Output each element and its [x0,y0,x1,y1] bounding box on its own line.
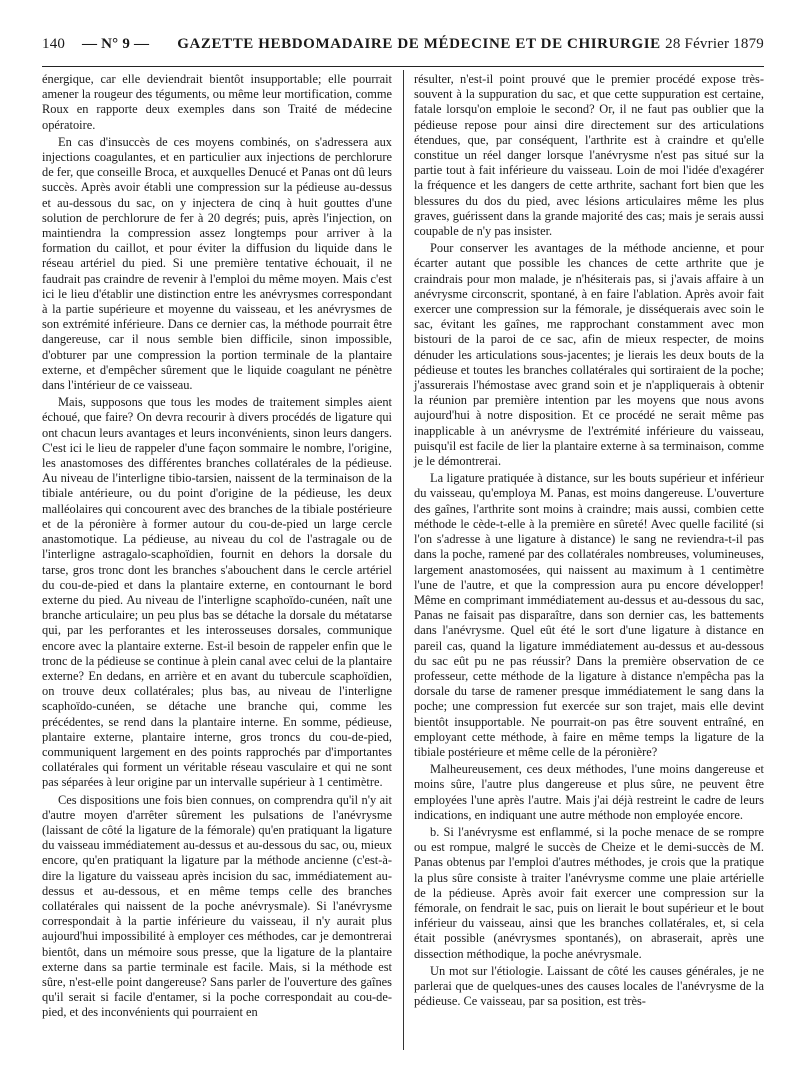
paragraph: énergique, car elle deviendrait bientôt insupportable; elle pourrait amener la rougeur des téguments, ou même leur mortification, comme Roux en rapporte deux exemples dans son Traité de médecine opératoire. [42,72,392,132]
column-divider [403,70,404,1050]
issue-date: 28 Février 1879 [665,36,764,52]
page-header [42,36,764,62]
paragraph: Malheureusement, ces deux méthodes, l'une moins dangereuse et moins sûre, l'autre plus dangereuse et plus sûre, ne peuvent être employées l'une après l'autre. Mais j'ai déjà restreint le cadre de leurs indications, en indiquant une autre méthode non employée encore. [414,762,764,822]
paragraph: b. Si l'anévrysme est enflammé, si la poche menace de se rompre ou est rompue, malgré le succès de Cheize et le demi-succès de M. Panas obtenus par l'emploi d'autres méthodes, je crois que la pratique la plus sûre consiste à traiter l'anévrysme comme une plaie artérielle de la pédieuse. Après avoir fait exercer une compression sur la fémorale, on fendrait le sac, puis on lierait le bout supérieur et le bout inférieur du vaisseau, ainsi que les branches collatérales, et, si cela était possible (anévrysmes spontanés), on abraserait, après une dissection méthodique, la poche anévrysmale. [414,824,764,961]
paragraph: Ces dispositions une fois bien connues, on comprendra qu'il n'y ait d'autre moyen d'arrêter sûrement les pulsations de l'anévrysme (laissant de côté la ligature de la fémorale) qu'en pratiquant la ligature du vaisseau immédiatement au-dessus et au-dessous du sac, ou, mieux encore, qu'en pratiquant la ligature par la méthode ancienne (c'est-à-dire la ligature du vaisseau après incision du sac, immédiatement au-dessus et au-dessous, et en même temps celle des branches collatérales qui naissent de la poche anévrysmale). Si l'anévrysme correspondait à la partie inférieure du vaisseau, il n'y aurait plus aujourd'hui impossibilité à employer ces méthodes, car je demontrerai bientôt, dans un mémoire sous presse, que la ligature de la plantaire externe dans sa partie terminale est facile. Mais, si la méthode est sûre, n'est-elle point dangereuse? Sans parler de l'ouverture des gaînes qu'il serait si facile d'entamer, si la poche correspondait au cou-de-pied, et des inconvénients qui pourraient en [42,792,392,1020]
right-column [414,72,764,1009]
paragraph: Pour conserver les avantages de la méthode ancienne, et pour écarter autant que possible les chances de cette arthrite que je craindrais pour mon malade, je n'hésiterais pas, si j'avais affaire à un anévrysme circonscrit, spontané, à en faire l'ablation. Après avoir fait exercer une compression sur la fémorale, je disséquerais avec soin le sac, évitant les gaînes, me rapprochant constamment avec mon bistouri de la paroi de ce sac, afin de mieux respecter, de moins dénuder les articulations sous-jacentes; je lierais les deux bouts de la pédieuse et toutes les branches collatérales qui sortiraient de la poche; j'assurerais l'hémostase avec grand soin et je n'appliquerais à obtenir la réunion par première intention par les moyens que nous avons aujourd'hui à notre disposition. Et ce procédé ne serait même pas inapplicable à un anévrysme de l'extrémité inférieure du vaisseau, puisqu'il est facile de lier la plantaire externe à sa terminaison, comme je le démontrerai. [414,241,764,469]
journal-title: GAZETTE HEBDOMADAIRE DE MÉDECINE ET DE CHIRURGIE [177,36,661,52]
paragraph: La ligature pratiquée à distance, sur les bouts supérieur et inférieur du vaisseau, qu'employa M. Panas, est moins dangereuse. L'ouverture des gaînes, l'arthrite sont moins à craindre; mais aussi, combien cette méthode le cède-t-elle à la première en sûreté! Avec quelle facilité (si l'on s'adresse à une ligature à distance) le sang ne reviendra-t-il pas dans la poche, ramené par des collatérales nombreuses, volumineuses, largement anastomosées, qui naissent au maximum à 1 centimètre l'une de l'autre, et que la compression aura pu encore développer! Même en comprimant immédiatement au-dessus et au-dessous du sac, Panas ne faisait pas disparaître, dans son dernier cas, les battements dans l'anévrysme. Quel eût été le sort d'une ligature à distance en pareil cas, quand la ligature immédiatement au-dessus et au-dessous du sac eût pu ne pas réussir? Dans la première observation de ce professeur, cette méthode de la ligature à distance n'empêcha pas la dorsale du tarse de ramener presque immédiatement le sang dans la poche; une compression fut exercée sur son trajet, mais elle devint bientôt insupportable. Ne pourrait-on pas être souvent entraîné, en employant cette méthode, à faire en même temps la ligature de la tibiale postérieure et même celle de la péronière? [414,471,764,759]
paragraph: En cas d'insuccès de ces moyens combinés, on s'adressera aux injections coagulantes, et en particulier aux injections de perchlorure de fer, que conseille Broca, et auxquelles Denucé et Panas ont dû leurs succès. Après avoir établi une compression sur la pédieuse au-dessus et au-dessous du sac, on y injectera de cinq à huit gouttes d'une solution de perchlorure de fer à 20 degrés; puis, après l'injection, on maintiendra la compression assez longtemps pour arriver à la formation du caillot, et pour éviter la diffusion du liquide dans le réseau artériel du pied. Si une première tentative échouait, il ne faudrait pas craindre de revenir à l'emploi du même moyen. Mais c'est ici le lieu d'établir une distinction entre les anévrysmes correspondant à la partie supérieure et moyenne du vaisseau, et les anévrysmes de son extrémité inférieure. Dans ce dernier cas, la méthode pourrait être dangereuse, car il nous semble bien difficile, sinon impossible, d'obturer par une compression la portion terminale de la plantaire externe, et d'empêcher sûrement que le liquide coagulant ne pénètre dans l'intérieur de ce vaisseau. [42,134,392,393]
paragraph: Mais, supposons que tous les modes de traitement simples aient échoué, que faire? On devra recourir à divers procédés de ligature qui ont chacun leurs avantages et leurs inconvénients, sinon leurs dangers. C'est ici le lieu de rappeler d'une façon sommaire le nombre, l'origine, les anastomoses des différentes branches collatérales de la pédieuse. Au niveau de l'interligne tibio-tarsien, naissent de la terminaison de la tibiale antérieure, ou du point d'origine de la pédieuse, les deux malléolaires qui concourent avec des branches de la tibiale postérieure et de la péronière à former autour du cou-de-pied un large cercle anastomotique. La pédieuse, au niveau du col de l'astragale ou de l'interligne astragalo-scaphoïdien, fournit en dehors la dorsale du tarse, gros tronc dont les branches s'abouchent dans le cercle artériel du cou-de-pied et dans la plantaire externe, en contournant le bord externe du pied. Au niveau de l'interligne scaphoïdo-cunéen, naît une branche articulaire; un peu plus bas se détache la dorsale du métatarse qui, par les perforantes et les interosseuses dorsales, communique encore avec la plantaire externe. Est-il besoin de rappeler enfin que le tronc de la pédieuse se continue à plein canal avec celui de la plantaire externe? En dedans, en arrière et en avant du tubercule scaphoïdien, on trouve deux collatérales; plus bas, au niveau de l'interligne scaphoïdo-cunéen, se détache une branche qui, comme les précédentes, se rend dans la plantaire interne. En somme, pédieuse, plantaire externe, plantaire interne, gros troncs du cou-de-pied, communiquent largement en des points rapprochés par d'importantes collatérales qui forment un véritable réseau vasculaire et qui ne sont pas séparées à leur origine par un intervalle supérieur à 1 centimètre. [42,395,392,790]
page-number: 140 [42,36,66,52]
paragraph: Un mot sur l'étiologie. Laissant de côté les causes générales, je ne parlerai que de quelques-unes des causes locales de l'anévrysme de la pédieuse. Ce vaisseau, par sa position, est très- [414,963,764,1009]
issue-number: — N° 9 — [82,36,150,52]
paragraph: résulter, n'est-il point prouvé que le premier procédé expose très-souvent à la suppuration du sac, et que cette suppuration est certaine, fatale lorsqu'on emploie le second? Or, il ne faut pas oublier que la pédieuse repose pour ainsi dire directement sur des articulations étendues, que, par conséquent, l'arthrite est à craindre et qu'elle constitue un réel danger lorsque l'anévrysme n'est pas situé sur la partie tout à fait inférieure du vaisseau. Loin de moi l'idée d'exagérer la fréquence et les dangers de cette arthrite, sachant fort bien que les blessures du dos du pied, avec lésions articulaires même les plus graves, guérissent dans la grande majorité des cas; mais je serais aussi coupable de n'y pas insister. [414,72,764,239]
left-column [42,72,392,1021]
header-rule [42,66,764,67]
